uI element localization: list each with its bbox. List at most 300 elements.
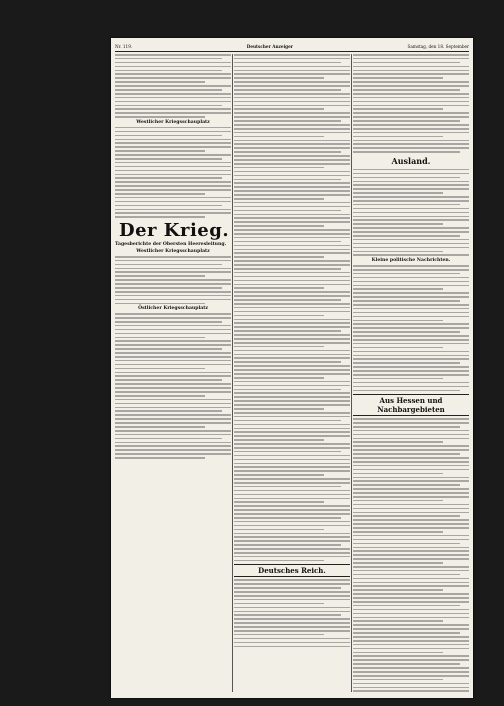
text-line	[234, 264, 350, 266]
column-3	[353, 54, 469, 692]
text-line	[353, 418, 469, 420]
text-line	[234, 62, 341, 64]
text-line	[353, 89, 460, 91]
text-line	[353, 374, 469, 376]
text-line	[353, 70, 469, 72]
text-line	[234, 85, 350, 87]
text-line	[353, 219, 469, 221]
text-line	[234, 338, 350, 340]
text-line	[353, 196, 469, 198]
text-line	[234, 66, 350, 68]
text-line	[115, 414, 231, 416]
text-line	[115, 303, 205, 305]
text-line	[234, 521, 350, 523]
text-line	[234, 346, 324, 348]
text-line	[234, 556, 350, 558]
text-line	[234, 361, 341, 363]
text-line	[353, 492, 469, 494]
text-line	[115, 73, 231, 75]
text-line	[353, 77, 443, 79]
text-line	[353, 512, 469, 514]
text-line	[115, 142, 231, 144]
text-line	[353, 177, 460, 179]
text-line	[353, 66, 469, 68]
text-line	[234, 385, 350, 387]
text-line	[353, 300, 460, 302]
text-line	[234, 435, 350, 437]
text-line	[353, 605, 460, 607]
war-subtitle: Tagesberichte der Obersten Heeresleitung.	[115, 241, 227, 247]
text-line	[234, 217, 350, 219]
text-line	[234, 89, 341, 91]
text-line	[353, 105, 469, 107]
text-line	[353, 331, 460, 333]
column-2	[234, 54, 350, 692]
text-line	[353, 239, 469, 241]
text-line	[234, 373, 350, 375]
text-line	[234, 357, 350, 359]
text-line	[115, 375, 231, 377]
text-line	[115, 449, 231, 451]
text-line	[115, 313, 231, 315]
text-line	[353, 648, 469, 650]
text-line	[234, 229, 350, 231]
text-line	[234, 428, 350, 430]
newspaper-page	[111, 38, 473, 698]
text-line	[234, 186, 350, 188]
text-line	[234, 54, 350, 56]
text-line	[234, 354, 350, 356]
text-line	[115, 81, 205, 83]
text-line	[353, 585, 469, 587]
text-block	[234, 54, 350, 561]
text-line	[234, 249, 350, 251]
text-line	[234, 268, 341, 270]
text-line	[115, 426, 205, 428]
text-line	[353, 204, 460, 206]
text-line	[234, 579, 350, 581]
text-line	[115, 216, 205, 218]
text-line	[353, 351, 469, 353]
text-line	[353, 655, 469, 657]
text-line	[234, 198, 324, 200]
text-line	[234, 202, 350, 204]
text-line	[234, 272, 350, 274]
text-line	[353, 85, 469, 87]
text-line	[353, 269, 469, 271]
text-line	[115, 85, 231, 87]
text-line	[234, 136, 324, 138]
text-line	[234, 280, 350, 282]
text-line	[115, 410, 222, 412]
text-line	[353, 327, 469, 329]
text-line	[115, 131, 231, 133]
text-line	[234, 350, 350, 352]
text-line	[234, 416, 350, 418]
text-line	[353, 480, 469, 482]
text-line	[115, 54, 231, 56]
text-line	[234, 614, 341, 616]
text-line	[353, 671, 469, 673]
text-line	[115, 356, 231, 358]
text-line	[234, 498, 350, 500]
text-line	[353, 570, 469, 572]
text-line	[353, 273, 460, 275]
text-block	[115, 54, 231, 118]
text-line	[353, 101, 469, 103]
text-line	[234, 638, 350, 640]
text-line	[353, 547, 469, 549]
text-line	[115, 201, 231, 203]
text-line	[234, 163, 350, 165]
text-line	[234, 424, 350, 426]
text-line	[234, 252, 350, 254]
text-line	[353, 500, 443, 502]
text-line	[234, 101, 350, 103]
text-line	[353, 609, 469, 611]
text-line	[353, 192, 443, 194]
text-line	[353, 496, 469, 498]
text-line	[353, 366, 469, 368]
text-line	[353, 535, 469, 537]
text-line	[353, 473, 443, 475]
text-line	[353, 308, 469, 310]
text-line	[115, 403, 231, 405]
text-line	[115, 197, 231, 199]
text-line	[353, 675, 469, 677]
text-line	[234, 167, 324, 169]
column-rule	[232, 54, 233, 692]
text-line	[234, 611, 350, 613]
text-line	[353, 235, 460, 237]
column-1	[115, 54, 231, 692]
text-line	[353, 320, 443, 322]
text-line	[234, 140, 350, 142]
text-line	[353, 690, 469, 692]
text-line	[353, 422, 469, 424]
text-line	[234, 159, 350, 161]
text-line	[234, 81, 350, 83]
text-block	[353, 265, 469, 391]
text-line	[234, 482, 350, 484]
text-line	[115, 264, 222, 266]
text-line	[115, 62, 231, 64]
text-line	[353, 527, 469, 529]
text-line	[115, 189, 231, 191]
column-rule	[351, 54, 352, 692]
text-line	[115, 93, 231, 95]
text-block	[115, 256, 231, 304]
text-line	[353, 188, 469, 190]
text-line	[353, 231, 469, 233]
text-line	[234, 486, 341, 488]
text-line	[353, 617, 469, 619]
text-line	[353, 223, 443, 225]
text-line	[234, 455, 350, 457]
text-line	[353, 628, 469, 630]
text-line	[234, 73, 350, 75]
text-line	[234, 451, 341, 453]
text-line	[353, 589, 443, 591]
text-line	[115, 287, 222, 289]
text-line	[115, 112, 231, 114]
text-line	[234, 245, 350, 247]
text-line	[234, 319, 350, 321]
text-line	[353, 620, 443, 622]
text-line	[115, 146, 231, 148]
text-line	[234, 408, 324, 410]
page-header	[115, 41, 469, 52]
section-heading: Östlicher Kriegsschauplatz	[138, 306, 208, 312]
text-line	[115, 291, 231, 293]
text-line	[234, 171, 350, 173]
text-line	[234, 175, 350, 177]
text-line	[234, 77, 324, 79]
text-line	[353, 347, 443, 349]
text-line	[234, 603, 324, 605]
text-line	[353, 265, 469, 267]
text-line	[234, 241, 341, 243]
text-line	[115, 340, 231, 342]
regional-title: Aus Hessen und Nachbargebieten	[353, 394, 469, 416]
text-line	[353, 124, 469, 126]
text-line	[353, 62, 460, 64]
text-line	[115, 457, 205, 459]
text-line	[234, 447, 350, 449]
text-line	[353, 679, 443, 681]
text-line	[234, 618, 350, 620]
text-line	[234, 284, 350, 286]
text-line	[115, 108, 231, 110]
issue-date: Samstag, den 18. September	[407, 43, 469, 49]
politics-title: Kleine politische Nachrichten.	[371, 258, 451, 264]
text-line	[234, 599, 350, 601]
text-line	[353, 378, 443, 380]
text-line	[353, 554, 469, 556]
text-line	[353, 484, 460, 486]
text-line	[353, 370, 469, 372]
text-line	[234, 392, 350, 394]
text-line	[234, 365, 350, 367]
text-line	[353, 73, 469, 75]
text-line	[234, 525, 350, 527]
text-line	[115, 422, 231, 424]
text-line	[353, 243, 469, 245]
text-line	[353, 108, 443, 110]
text-line	[115, 352, 231, 354]
text-line	[234, 591, 350, 593]
text-line	[234, 529, 324, 531]
text-line	[234, 412, 350, 414]
paper-name: Deutscher Anzeiger	[246, 43, 293, 49]
text-line	[115, 260, 231, 262]
text-line	[353, 58, 469, 60]
text-line	[234, 334, 350, 336]
text-line	[234, 466, 350, 468]
text-line	[353, 281, 469, 283]
text-line	[353, 441, 443, 443]
text-line	[353, 430, 469, 432]
text-line	[115, 317, 231, 319]
text-line	[234, 214, 350, 216]
text-line	[353, 488, 469, 490]
text-line	[234, 513, 350, 515]
text-line	[115, 166, 231, 168]
text-line	[234, 377, 324, 379]
text-line	[353, 304, 469, 306]
text-line	[353, 216, 469, 218]
text-line	[353, 140, 469, 142]
text-line	[353, 296, 469, 298]
text-line	[353, 574, 460, 576]
text-line	[115, 321, 222, 323]
text-line	[353, 582, 469, 584]
text-line	[353, 659, 469, 661]
text-line	[234, 291, 350, 293]
text-line	[353, 523, 469, 525]
text-line	[353, 147, 469, 149]
text-line	[353, 247, 469, 249]
text-line	[353, 461, 469, 463]
text-line	[234, 299, 341, 301]
text-line	[115, 360, 231, 362]
text-line	[353, 277, 469, 279]
text-line	[234, 120, 341, 122]
text-line	[353, 136, 443, 138]
text-line	[353, 687, 469, 689]
text-line	[353, 667, 469, 669]
text-line	[234, 155, 350, 157]
text-line	[353, 143, 469, 145]
text-line	[353, 339, 469, 341]
text-line	[234, 552, 350, 554]
text-line	[353, 254, 469, 256]
text-line	[353, 445, 469, 447]
text-line	[115, 105, 222, 107]
section-heading: Westlicher Kriegsschauplatz	[136, 248, 210, 254]
text-block	[353, 54, 469, 153]
text-line	[234, 233, 350, 235]
text-line	[115, 395, 205, 397]
text-line	[115, 139, 231, 141]
text-line	[115, 271, 231, 273]
text-line	[234, 389, 341, 391]
text-line	[234, 587, 341, 589]
text-block	[353, 418, 469, 692]
text-line	[115, 295, 231, 297]
text-line	[234, 112, 350, 114]
ausland-title: Ausland.	[391, 155, 431, 166]
text-line	[234, 439, 324, 441]
text-line	[115, 372, 231, 374]
text-line	[353, 358, 469, 360]
text-line	[234, 322, 350, 324]
text-line	[353, 624, 469, 626]
text-line	[115, 407, 231, 409]
text-line	[115, 279, 231, 281]
text-line	[115, 337, 205, 339]
issue-number: Nr. 119.	[115, 43, 133, 49]
text-line	[115, 154, 231, 156]
text-line	[234, 128, 350, 130]
text-line	[234, 595, 350, 597]
text-line	[115, 181, 231, 183]
text-line	[353, 566, 469, 568]
text-line	[353, 438, 469, 440]
text-line	[353, 54, 469, 56]
text-line	[353, 508, 469, 510]
text-line	[234, 474, 324, 476]
text-line	[115, 209, 231, 211]
text-line	[353, 292, 469, 294]
text-line	[353, 181, 469, 183]
text-line	[115, 58, 222, 60]
text-line	[234, 330, 341, 332]
text-line	[353, 515, 460, 517]
text-line	[353, 597, 469, 599]
text-line	[234, 124, 350, 126]
text-line	[353, 543, 460, 545]
text-line	[353, 212, 469, 214]
text-line	[115, 387, 231, 389]
text-line	[353, 601, 469, 603]
text-line	[234, 342, 350, 344]
text-block	[115, 313, 231, 459]
text-line	[353, 169, 469, 171]
text-line	[353, 151, 460, 153]
text-line	[234, 630, 350, 632]
text-line	[353, 208, 469, 210]
text-line	[353, 593, 469, 595]
text-line	[115, 445, 231, 447]
text-line	[353, 640, 469, 642]
text-line	[234, 634, 324, 636]
text-line	[353, 251, 443, 253]
text-line	[115, 101, 231, 103]
text-line	[115, 268, 231, 270]
text-line	[115, 391, 231, 393]
text-line	[353, 663, 460, 665]
text-line	[353, 426, 460, 428]
text-line	[234, 210, 341, 212]
text-line	[234, 190, 350, 192]
text-line	[353, 683, 469, 685]
text-line	[115, 205, 222, 207]
text-line	[115, 333, 231, 335]
text-line	[234, 276, 350, 278]
text-line	[353, 457, 469, 459]
text-line	[353, 200, 469, 202]
text-line	[234, 431, 350, 433]
text-line	[115, 89, 222, 91]
text-line	[353, 449, 469, 451]
text-line	[234, 256, 324, 258]
text-line	[353, 644, 469, 646]
text-line	[234, 490, 350, 492]
text-line	[353, 550, 469, 552]
text-line	[353, 632, 460, 634]
text-line	[234, 517, 341, 519]
text-line	[234, 237, 350, 239]
section-heading: Westlicher Kriegsschauplatz	[136, 119, 210, 125]
text-line	[234, 182, 350, 184]
text-line	[234, 509, 350, 511]
text-line	[353, 97, 469, 99]
text-line	[234, 206, 350, 208]
text-line	[353, 335, 469, 337]
text-line	[353, 636, 469, 638]
text-line	[353, 343, 469, 345]
